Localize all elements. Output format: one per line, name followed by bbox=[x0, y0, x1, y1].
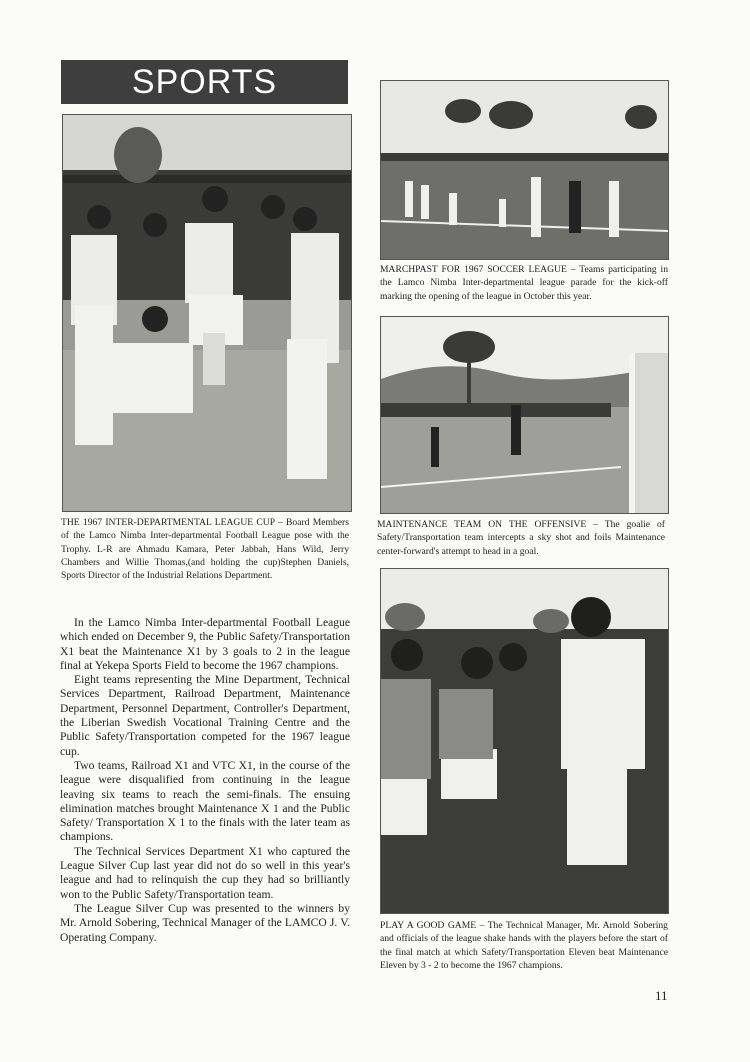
handshake-photo bbox=[380, 568, 669, 914]
trophy-caption-body: Board Members of the Lamco Nimba Inter-departmental Football League pose with the Trophy. L-R are Ahmadu Kamara, Peter Jabbah, Hans Wild, Jerry Chambers and Willie Thomas,(and holding the cup)Stephen Daniels, Sports Director of the Industrial Relations Department. bbox=[61, 517, 349, 582]
article-paragraph: Eight teams representing the Mine Department, Technical Services Department, Railroad Department, Maintenance Department, Personnel Department, Controller's Department, the Liberian Swedish Vocational Training Centre and the Public Safety/Transportation competed for the 1967 league cup. bbox=[60, 673, 350, 758]
handshake-photo-art bbox=[381, 569, 668, 913]
maintenance-caption-body: The goalie of Safety/Transportation team intercepts a sky shot and foils Maintenance center-forward's attempt to head in a goal. bbox=[377, 519, 665, 557]
marchpast-photo bbox=[380, 80, 669, 260]
marchpast-photo-art bbox=[381, 81, 668, 259]
article-body bbox=[60, 616, 350, 945]
section-title: SPORTS bbox=[131, 63, 278, 101]
article-paragraph: Two teams, Railroad X1 and VTC X1, in the course of the league were disqualified from continuing in the league leaving six teams to reach the semi-finals. The ensuing elimination matches brought Maintenance X 1 and the Public Safety/ Transportation X 1 to the finals with the later team as champions. bbox=[60, 758, 350, 844]
article-paragraph: In the Lamco Nimba Inter-departmental Football League which ended on December 9, the Public Safety/Transportation X1 beat the Maintenance X1 by 3 goals to 2 in the league final at Yekepa Sports Field to become the 1967 champions. bbox=[60, 616, 350, 672]
marchpast-caption-title: MARCHPAST FOR 1967 SOCCER LEAGUE – bbox=[380, 264, 576, 275]
article-paragraph: The Technical Services Department X1 who captured the League Silver Cup last year did not do so well in this year's league and had to relinquish the cup they had so brilliantly won to the Public Safety/Transportation team. bbox=[60, 844, 350, 901]
handshake-caption bbox=[380, 919, 668, 972]
handshake-caption-body: The Technical Manager, Mr. Arnold Sobering and officials of the league shake hands with the players before the start of the final match at which Safety/Transportation Eleven beat Maintenance Eleven by 3 - 2 to become the 1967 champions. bbox=[380, 920, 668, 971]
section-banner bbox=[61, 60, 348, 104]
trophy-caption bbox=[61, 516, 349, 582]
maintenance-photo-art bbox=[381, 317, 668, 513]
maintenance-caption bbox=[377, 518, 665, 558]
marchpast-caption-body: Teams participating in the Lamco Nimba Inter-departmental league parade for the kick-off marking the opening of the league in October this year. bbox=[380, 264, 668, 302]
trophy-photo bbox=[62, 114, 352, 512]
marchpast-caption bbox=[380, 263, 668, 303]
maintenance-caption-title: MAINTENANCE TEAM ON THE OFFENSIVE – bbox=[377, 519, 598, 530]
page-number: 11 bbox=[655, 988, 668, 1003]
article-paragraph: The League Silver Cup was presented to the winners by Mr. Arnold Sobering, Technical Manager of the LAMCO J. V. Operating Company. bbox=[60, 901, 350, 944]
handshake-caption-title: PLAY A GOOD GAME – bbox=[380, 920, 485, 931]
maintenance-photo bbox=[380, 316, 669, 514]
trophy-photo-art bbox=[63, 115, 351, 511]
trophy-caption-title: THE 1967 INTER-DEPARTMENTAL LEAGUE CUP – bbox=[61, 517, 283, 528]
